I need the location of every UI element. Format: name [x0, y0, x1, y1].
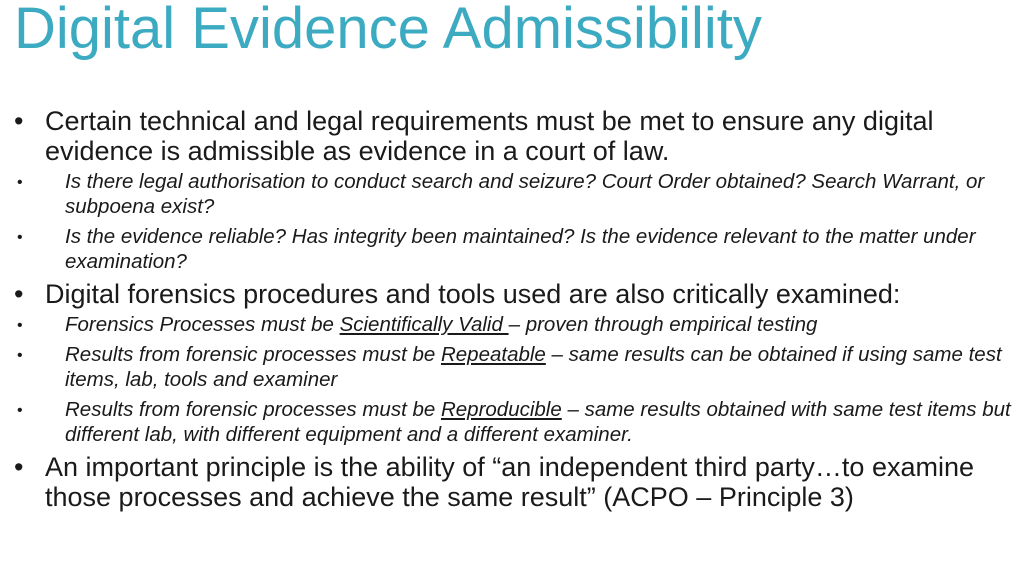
bullet-text: Digital forensics procedures and tools used are also critically examined: — [45, 279, 901, 309]
sub-bullet-repeatable — [0, 342, 1024, 392]
bullet-text: An important principle is the ability of “an independent third party…to examine those processes and achieve the same result” (ACPO – Principle 3) — [45, 452, 975, 512]
bullet-marker: • — [17, 174, 23, 191]
bullet-marker: • — [17, 317, 23, 334]
bullet-text-post: – same results can be obtained if using same test items, lab, tools and examiner — [65, 343, 1002, 391]
bullet-marker: • — [14, 279, 24, 309]
bullet-marker: • — [14, 452, 24, 482]
bullet-list — [0, 106, 1024, 515]
bullet-text-pre: Results from forensic processes must be — [65, 343, 441, 366]
bullet-marker: • — [17, 229, 23, 246]
underlined-term: Reproducible — [440, 398, 562, 421]
slide-title: Digital Evidence Admissibility — [14, 0, 762, 61]
bullet-text-post: – proven through empirical testing — [508, 313, 818, 336]
sub-bullet-reproducible — [0, 397, 1024, 447]
bullet-text-pre: Forensics Processes must be — [65, 313, 340, 336]
bullet-text: Certain technical and legal requirements must be met to ensure any digital evidence is admissible as evidence in a court of law. — [45, 106, 934, 166]
bullet-marker: • — [17, 402, 23, 419]
sub-bullet-reliability — [0, 224, 1024, 274]
bullet-marker: • — [14, 106, 24, 136]
bullet-text-post: – same results obtained with same test items but different lab, with different equipment and a different examiner. — [65, 398, 1011, 446]
bullet-text: Is the evidence reliable? Has integrity been maintained? Is the evidence relevant to the matter under examination? — [65, 225, 976, 273]
sub-bullet-authorisation — [0, 169, 1024, 219]
underlined-term: Repeatable — [440, 343, 546, 366]
bullet-text: Is there legal authorisation to conduct search and seizure? Court Order obtained? Search Warrant, or subpoena exist? — [65, 170, 985, 218]
bullet-procedures — [0, 279, 1024, 309]
bullet-text-pre: Results from forensic processes must be — [65, 398, 441, 421]
bullet-requirements — [0, 106, 1024, 166]
underlined-term: Scientifically Valid — [339, 313, 509, 336]
sub-bullet-scientifically-valid — [0, 312, 1024, 337]
bullet-acpo-principle — [0, 452, 1024, 512]
bullet-marker: • — [17, 347, 23, 364]
